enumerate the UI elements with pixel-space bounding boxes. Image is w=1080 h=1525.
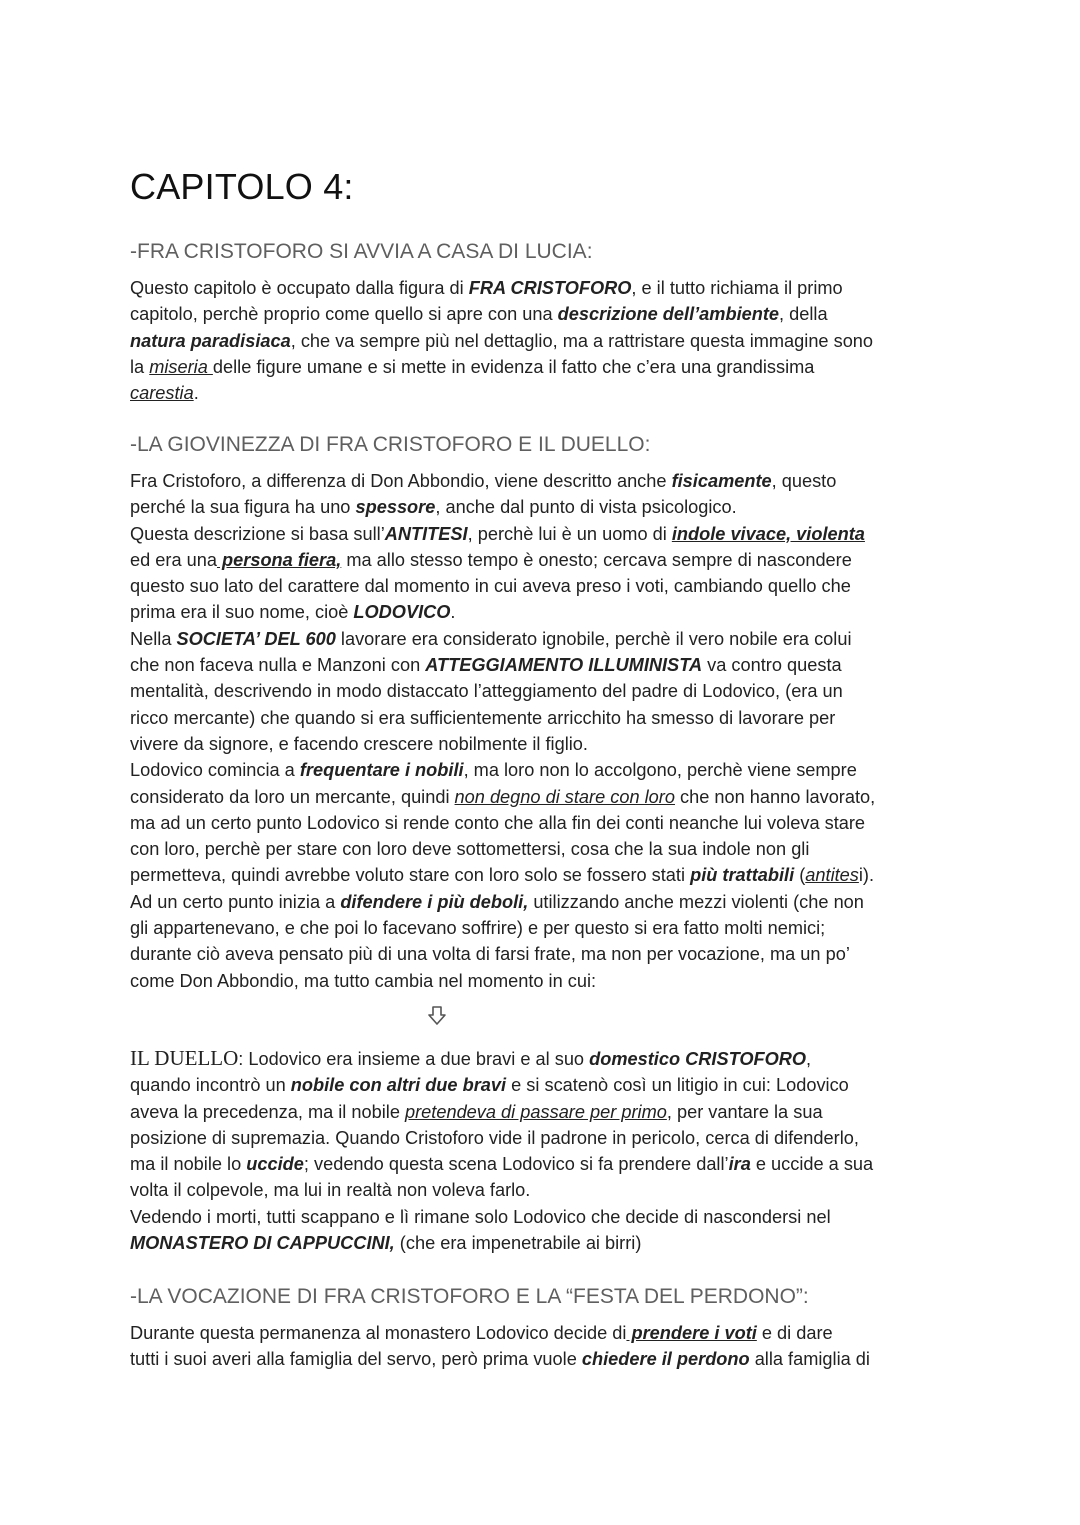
section-heading-1: -FRA CRISTOFORO SI AVVIA A CASA DI LUCIA: <box>130 240 593 263</box>
text: capitolo, perchè proprio come quello si apre con una <box>130 304 558 325</box>
text: , questo <box>771 471 837 491</box>
text-line <box>130 626 960 652</box>
emphasis: fisicamente <box>671 471 772 491</box>
text-line <box>130 354 960 380</box>
text: va contro questa <box>702 655 842 676</box>
underlined-text: carestia <box>130 383 194 404</box>
text-line <box>130 1230 960 1256</box>
text: perché la sua figura ha uno <box>130 497 356 518</box>
text: : Lodovico era insieme a due bravi e al suo <box>238 1049 590 1069</box>
text-line: durante ciò aveva pensato più di una volta di farsi frate, ma non per vocazione, ma un po’ <box>130 944 850 965</box>
text: , della <box>779 304 828 325</box>
text: ( <box>794 865 806 886</box>
text-line: vivere da signore, e facendo crescere nobilmente il figlio. <box>130 733 588 754</box>
text: la <box>130 356 150 377</box>
text: (che era impenetrabile ai birri) <box>394 1233 642 1254</box>
text: . <box>193 383 199 404</box>
text: . <box>450 602 456 623</box>
text: Fra Cristoforo, a differenza di Don Abbondio, viene descritto anche <box>130 471 672 491</box>
text: permetteva, quindi avrebbe voluto stare con loro solo se fossero stati <box>130 865 691 886</box>
text: Questa descrizione si basa sull’ <box>130 523 385 544</box>
text: Ad un certo punto inizia a <box>130 891 341 912</box>
text: utilizzando anche mezzi violenti (che non <box>528 891 864 912</box>
emphasis: LODOVICO <box>353 602 451 623</box>
text: , per vantare la sua <box>666 1101 823 1122</box>
text-line <box>130 547 960 573</box>
text: ma il nobile lo <box>130 1154 247 1175</box>
text-line: ricco mercante) che quando si era sufficientemente arricchito ha smesso di lavorare per <box>130 707 836 728</box>
paragraph-duel <box>130 1045 960 1256</box>
emphasis: ATTEGGIAMENTO ILLUMINISTA <box>425 655 703 676</box>
text-line <box>130 380 960 406</box>
chapter-title: CAPITOLO 4: <box>130 166 354 207</box>
emphasis: natura paradisiaca <box>130 330 291 351</box>
underlined-text: antites <box>805 865 859 886</box>
text-line <box>130 1151 960 1177</box>
text: e di dare <box>756 1323 833 1343</box>
text-line <box>130 328 960 354</box>
text-line <box>130 494 960 520</box>
text: , perchè lui è un uomo di <box>467 523 672 544</box>
paragraph-1 <box>130 275 960 406</box>
emphasis: descrizione dell’ambiente <box>557 304 780 325</box>
paragraph-4 <box>130 1320 960 1373</box>
text-line <box>130 862 960 888</box>
text: che non faceva nulla e Manzoni con <box>130 655 426 676</box>
emphasis: nobile con altri due bravi <box>290 1075 507 1096</box>
text-line <box>130 757 960 783</box>
text-line: posizione di supremazia. Quando Cristoforo vide il padrone in pericolo, cerca di difenderlo, <box>130 1127 859 1148</box>
text: lavorare era considerato ignobile, perchè il vero nobile era colui <box>335 628 852 649</box>
emphasis: spessore <box>355 497 436 518</box>
text: , e il tutto richiama il primo <box>631 278 843 298</box>
text: , <box>806 1049 812 1069</box>
paragraph-2 <box>130 468 960 994</box>
text: alla famiglia di <box>749 1349 870 1370</box>
emphasis: frequentare i nobili <box>299 760 464 781</box>
text: che non hanno lavorato, <box>674 786 876 807</box>
section-heading-3: -LA VOCAZIONE DI FRA CRISTOFORO E LA “FESTA DEL PERDONO”: <box>130 1285 809 1308</box>
emphasis: FRA CRISTOFORO <box>468 278 632 298</box>
emphasis: uccide <box>246 1154 304 1175</box>
text: tutti i suoi averi alla famiglia del servo, però prima vuole <box>130 1349 582 1370</box>
duel-heading: IL DUELLO <box>130 1046 239 1070</box>
text: , che va sempre più nel dettaglio, ma a rattristare questa immagine sono <box>290 330 874 351</box>
text-line <box>130 301 960 327</box>
underlined-emphasis: indole vivace, violenta <box>671 523 865 544</box>
text-line <box>130 1099 960 1125</box>
emphasis: difendere i più deboli, <box>340 891 529 912</box>
text: Durante questa permanenza al monastero Lodovico decide di <box>130 1323 627 1343</box>
text-line: volta il colpevole, ma lui in realtà non voleva farlo. <box>130 1180 531 1201</box>
text-line <box>130 468 960 494</box>
text-line: questo suo lato del carattere dal momento in cui aveva preso i voti, cambiando quello che <box>130 576 851 597</box>
emphasis: SOCIETA’ DEL 600 <box>176 628 336 649</box>
underlined-emphasis: persona fiera, <box>216 549 342 570</box>
emphasis: più trattabili <box>690 865 795 886</box>
text-line <box>130 1045 960 1072</box>
text: , anche dal punto di vista psicologico. <box>435 497 737 518</box>
text-line <box>130 521 960 547</box>
underlined-text: pretendeva di passare per primo <box>405 1101 667 1122</box>
text: e si scatenò così un litigio in cui: Lodovico <box>506 1075 849 1096</box>
text-line <box>130 1072 960 1098</box>
underlined-emphasis: prendere i voti <box>626 1323 757 1343</box>
text-line <box>130 275 960 301</box>
text-line: ma ad un certo punto Lodovico si rende conto che alla fin dei conti neanche lui voleva stare <box>130 812 866 833</box>
text: Lodovico comincia a <box>130 760 300 781</box>
text: quando incontrò un <box>130 1075 291 1096</box>
text-line <box>130 1346 960 1372</box>
text-line <box>130 652 960 678</box>
text-line: mentalità, descrivendo in modo distaccato l’atteggiamento del padre di Lodovico, (era un <box>130 681 843 702</box>
emphasis: MONASTERO DI CAPPUCCINI, <box>130 1233 395 1254</box>
text: considerato da loro un mercante, quindi <box>130 786 455 807</box>
text-line <box>130 889 960 915</box>
emphasis: chiedere il perdono <box>581 1349 750 1370</box>
text: Nella <box>130 628 177 649</box>
text-line <box>130 599 960 625</box>
text-line <box>130 784 960 810</box>
text: aveva la precedenza, ma il nobile <box>130 1101 405 1122</box>
underlined-text: miseria <box>149 356 213 377</box>
text: ma allo stesso tempo è onesto; cercava sempre di nascondere <box>341 549 852 570</box>
text-line <box>130 1320 960 1346</box>
emphasis: ira <box>728 1154 751 1175</box>
text: ; vedendo questa scena Lodovico si fa prendere dall’ <box>303 1154 729 1175</box>
text: delle figure umane e si mette in evidenza il fatto che c’era una grandissima <box>212 356 815 377</box>
underlined-text: non degno di stare con loro <box>454 786 675 807</box>
text: Questo capitolo è occupato dalla figura di <box>130 278 469 298</box>
down-arrow-icon <box>426 1005 448 1027</box>
text-line: Vedendo i morti, tutti scappano e lì rimane solo Lodovico che decide di nascondersi nel <box>130 1206 831 1227</box>
text-line: come Don Abbondio, ma tutto cambia nel momento in cui: <box>130 970 597 991</box>
text: e uccide a sua <box>750 1154 874 1175</box>
text-line: con loro, perchè per stare con loro deve sottomettersi, cosa che la sua indole non gli <box>130 839 810 860</box>
emphasis: ANTITESI <box>384 523 468 544</box>
text: i). <box>858 865 875 886</box>
text: ed era una <box>130 549 217 570</box>
section-heading-2: -LA GIOVINEZZA DI FRA CRISTOFORO E IL DUELLO: <box>130 433 651 456</box>
text: , ma loro non lo accolgono, perchè viene sempre <box>463 760 857 781</box>
text: prima era il suo nome, cioè <box>130 602 354 623</box>
emphasis: domestico CRISTOFORO <box>589 1049 807 1069</box>
text-line: gli appartenevano, e che poi lo facevano soffrire) e per questo si era fatto molti nemici; <box>130 918 826 939</box>
